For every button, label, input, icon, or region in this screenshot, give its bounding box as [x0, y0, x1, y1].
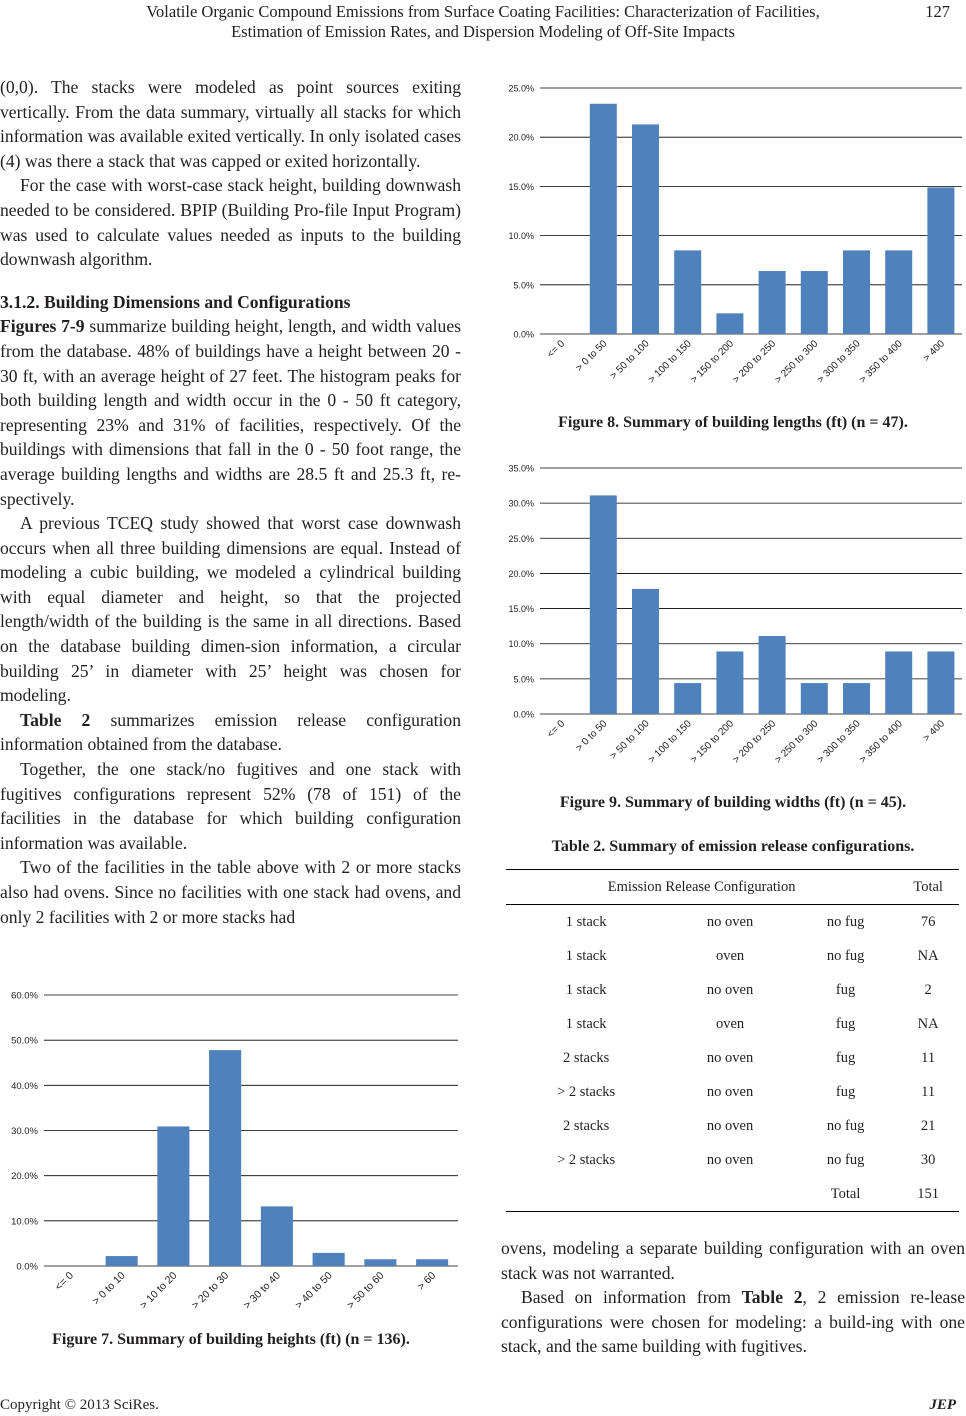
table-cell: 76 — [920, 913, 936, 930]
y-tick-label: 10.0% — [508, 639, 534, 650]
table-cell: fug — [835, 981, 856, 998]
header-line-2: Estimation of Emission Rates, and Dispersion Modeling of Off-Site Impacts — [231, 22, 735, 41]
y-tick-label: 10.0% — [11, 1216, 38, 1228]
table-2 — [506, 869, 959, 1212]
y-tick-label: 0.0% — [513, 329, 534, 340]
bar — [716, 313, 743, 334]
x-tick-label: <= 0 — [545, 338, 568, 361]
table-cell: 1 stack — [565, 1015, 607, 1032]
table-row — [506, 1109, 959, 1143]
bar — [674, 250, 701, 334]
table-cell: oven — [715, 1015, 745, 1032]
x-tick-label: > 30 to 40 — [241, 1269, 283, 1312]
paragraph — [0, 708, 461, 757]
x-tick-label: > 300 to 350 — [815, 338, 863, 386]
bar — [313, 1253, 345, 1266]
y-tick-label: 35.0% — [508, 463, 534, 474]
x-tick-label: > 10 to 20 — [137, 1269, 180, 1312]
table-cell — [506, 1177, 666, 1212]
bar — [801, 271, 828, 334]
table-cell: 1 stack — [565, 913, 607, 930]
journal-abbrev: JEP — [929, 1397, 956, 1413]
bar — [716, 651, 743, 714]
paragraph-text: , 2 emission re-lease configurations were chosen for modeling: a build-ing with one stack, and the same building with fugitives. — [501, 1287, 966, 1357]
x-tick-label: > 150 to 200 — [688, 338, 737, 386]
table-cell: 30 — [920, 1151, 936, 1168]
figure-8-chart — [500, 76, 966, 396]
x-tick-label: <= 0 — [52, 1269, 76, 1293]
table-row — [506, 1007, 959, 1041]
y-tick-label: 15.0% — [508, 181, 534, 192]
y-tick-label: 15.0% — [508, 604, 534, 615]
x-tick-label: > 50 to 100 — [608, 338, 652, 382]
table-cell: no fug — [826, 913, 865, 930]
table-cell: 2 stacks — [562, 1117, 610, 1134]
table-cell: no oven — [706, 1151, 754, 1168]
bar — [157, 1126, 189, 1266]
table-ref: Table 2 — [741, 1287, 803, 1308]
y-tick-label: 20.0% — [508, 132, 534, 143]
bar — [261, 1206, 293, 1266]
table-row — [506, 1143, 959, 1177]
x-tick-label: > 20 to 30 — [189, 1269, 232, 1312]
bar — [759, 636, 786, 714]
x-tick-label: > 100 to 150 — [646, 718, 694, 766]
bar — [209, 1050, 241, 1266]
table-cell: fug — [835, 1015, 856, 1032]
table-cell: no oven — [706, 1049, 754, 1066]
x-tick-label: > 50 to 100 — [608, 718, 652, 762]
table-cell: no oven — [706, 913, 754, 930]
y-tick-label: 20.0% — [508, 568, 534, 579]
x-tick-label: > 250 to 300 — [773, 338, 821, 386]
table-ref: Table 2 — [20, 709, 91, 730]
table-cell: NA — [917, 1015, 939, 1032]
bar — [843, 683, 870, 714]
y-tick-label: 30.0% — [508, 498, 534, 509]
figure-8-caption: Figure 8. Summary of building lengths (ft) (n = 47). — [558, 414, 908, 431]
table-row — [506, 973, 959, 1007]
paragraph — [501, 1285, 965, 1359]
bar — [632, 124, 659, 334]
paragraph: Two of the facilities in the table above with 2 or more stacks also had ovens. Since no facilities with one stack had ovens, and only 2 facilities with 2 or more stacks had — [0, 857, 461, 927]
x-tick-label: > 350 to 400 — [857, 718, 905, 766]
left-column — [0, 75, 461, 929]
table-cell: 2 — [924, 981, 932, 998]
table-cell: no oven — [706, 981, 754, 998]
y-tick-label: 25.0% — [508, 533, 534, 544]
paragraph: (0,0). The stacks were modeled as point sources exiting vertically. From the data summary, virtually all stacks for which information was available exited vertically. In only isolated cases (4) was there a stack that was capped or exited horizontally. — [0, 77, 461, 171]
x-tick-label: > 350 to 400 — [857, 338, 905, 386]
running-header — [60, 2, 906, 42]
table-cell: 21 — [920, 1117, 936, 1134]
paragraph: ovens, modeling a separate building configuration with an oven stack was not warranted. — [501, 1238, 965, 1283]
table-cell: > 2 stacks — [557, 1151, 616, 1168]
table-cell: 11 — [921, 1083, 936, 1100]
figure-ref: Figures 7-9 — [0, 316, 85, 337]
figure-7-chart — [0, 985, 462, 1325]
table-cell: fug — [835, 1049, 856, 1066]
figure-7-caption: Figure 7. Summary of building heights (ft) (n = 136). — [52, 1331, 410, 1348]
x-tick-label: > 0 to 50 — [573, 718, 610, 754]
header-line-1: Volatile Organic Compound Emissions from Surface Coating Facilities: Characterization of Facilities, — [146, 2, 820, 21]
table-row — [506, 939, 959, 973]
table-cell: 1 stack — [565, 981, 607, 998]
x-tick-label: > 0 to 10 — [90, 1269, 128, 1308]
table-total-row — [506, 1177, 959, 1212]
bar — [364, 1259, 396, 1266]
bar — [759, 271, 786, 334]
y-tick-label: 10.0% — [508, 231, 534, 242]
x-tick-label: > 150 to 200 — [688, 718, 737, 766]
table-cell: no oven — [706, 1083, 754, 1100]
y-tick-label: 5.0% — [513, 674, 534, 685]
table-cell: no oven — [706, 1117, 754, 1134]
bar — [590, 495, 617, 714]
y-tick-label: 50.0% — [11, 1035, 38, 1047]
y-tick-label: 60.0% — [11, 990, 38, 1002]
table-header-total: Total — [897, 870, 959, 905]
table-header-row — [506, 870, 959, 905]
section-heading: 3.1.2. Building Dimensions and Configurations — [0, 291, 351, 312]
x-tick-label: > 200 to 250 — [730, 338, 779, 386]
x-tick-label: > 60 — [415, 1269, 439, 1293]
table-header-config: Emission Release Configuration — [506, 870, 897, 905]
x-tick-label: <= 0 — [545, 718, 568, 741]
x-tick-label: > 400 — [921, 338, 948, 365]
bar — [885, 250, 912, 334]
paragraph: For the case with worst-case stack height, building downwash needed to be considered. BPIP (Building Pro-file Input Program) was used to calculate values needed as inputs to the building downwash algorithm. — [0, 175, 461, 270]
table-cell: 11 — [921, 1049, 936, 1066]
x-tick-label: > 40 to 50 — [293, 1269, 335, 1312]
paragraph-text: Based on information from — [521, 1287, 742, 1308]
table-cell: > 2 stacks — [557, 1083, 616, 1100]
bar — [674, 683, 701, 714]
y-tick-label: 0.0% — [513, 709, 534, 720]
table-cell: no fug — [826, 1151, 865, 1168]
x-tick-label: > 0 to 50 — [573, 338, 610, 374]
y-tick-label: 40.0% — [11, 1080, 38, 1092]
x-tick-label: > 300 to 350 — [815, 718, 863, 766]
bar — [106, 1256, 138, 1266]
table-row — [506, 905, 959, 940]
figure-9-caption: Figure 9. Summary of building widths (ft) (n = 45). — [559, 794, 907, 811]
x-tick-label: > 200 to 250 — [730, 718, 779, 766]
x-tick-label: > 100 to 150 — [646, 338, 694, 386]
bar — [590, 104, 617, 334]
table-cell: NA — [917, 947, 939, 964]
bar — [801, 683, 828, 714]
table-row — [506, 1075, 959, 1109]
table-2-caption: Table 2. Summary of emission release configurations. — [551, 838, 915, 855]
copyright: Copyright © 2013 SciRes. — [0, 1397, 159, 1413]
paragraph-text: summarize building height, length, and width values from the database. 48% of buildings have a height between 20 - 30 ft, with an average height of 27 feet. The histogram peaks for both building length and width occur in the 0 - 50 ft category, representing 23% and 31% of facilities, respectively. Of the buildings with dimensions that fall in the 0 - 50 foot range, the average building lengths and widths are 28.5 ft and 25.3 ft, re-spectively. — [0, 316, 461, 509]
table-cell: oven — [715, 947, 745, 964]
paragraph: A previous TCEQ study showed that worst case downwash occurs when all three building dimensions are equal. Instead of modeling a cubic building, we modeled a cylindrical building with equal diameter and height, so that the projected length/width of the building is the same in all directions. Based on the database building dimen-sion information, a circular building 25’ in diameter with 25’ height was chosen for modeling. — [0, 513, 461, 706]
bar — [927, 187, 954, 334]
paragraph-text: summarizes emission release configuration information obtained from the database. — [0, 709, 462, 755]
y-tick-label: 20.0% — [11, 1171, 38, 1183]
table-cell: no fug — [826, 1117, 865, 1134]
table-cell: fug — [835, 1083, 856, 1100]
bar — [843, 250, 870, 334]
x-tick-label: > 50 to 60 — [344, 1269, 387, 1312]
table-cell: no fug — [826, 947, 865, 964]
x-tick-label: > 250 to 300 — [773, 718, 821, 766]
paragraph: Together, the one stack/no fugitives and one stack with fugitives configurations represent 52% (78 of 151) of the facilities in the database for which building configuration information was available. — [0, 759, 461, 853]
bar — [416, 1259, 448, 1266]
table-row — [506, 1041, 959, 1075]
bar — [632, 589, 659, 714]
right-column — [501, 1236, 965, 1359]
y-tick-label: 30.0% — [11, 1126, 38, 1137]
y-tick-label: 25.0% — [508, 83, 534, 94]
table-cell: 1 stack — [565, 947, 607, 964]
table-cell: Total — [794, 1177, 897, 1212]
y-tick-label: 5.0% — [513, 280, 534, 291]
table-cell: 2 stacks — [562, 1049, 610, 1066]
paragraph — [0, 314, 461, 511]
x-tick-label: > 400 — [921, 718, 948, 745]
bar — [927, 651, 954, 714]
table-cell: 151 — [897, 1177, 959, 1212]
page-number: 127 — [925, 2, 950, 21]
table-cell — [666, 1177, 794, 1212]
figure-9-chart — [500, 456, 966, 776]
y-tick-label: 0.0% — [16, 1261, 38, 1273]
bar — [885, 651, 912, 714]
